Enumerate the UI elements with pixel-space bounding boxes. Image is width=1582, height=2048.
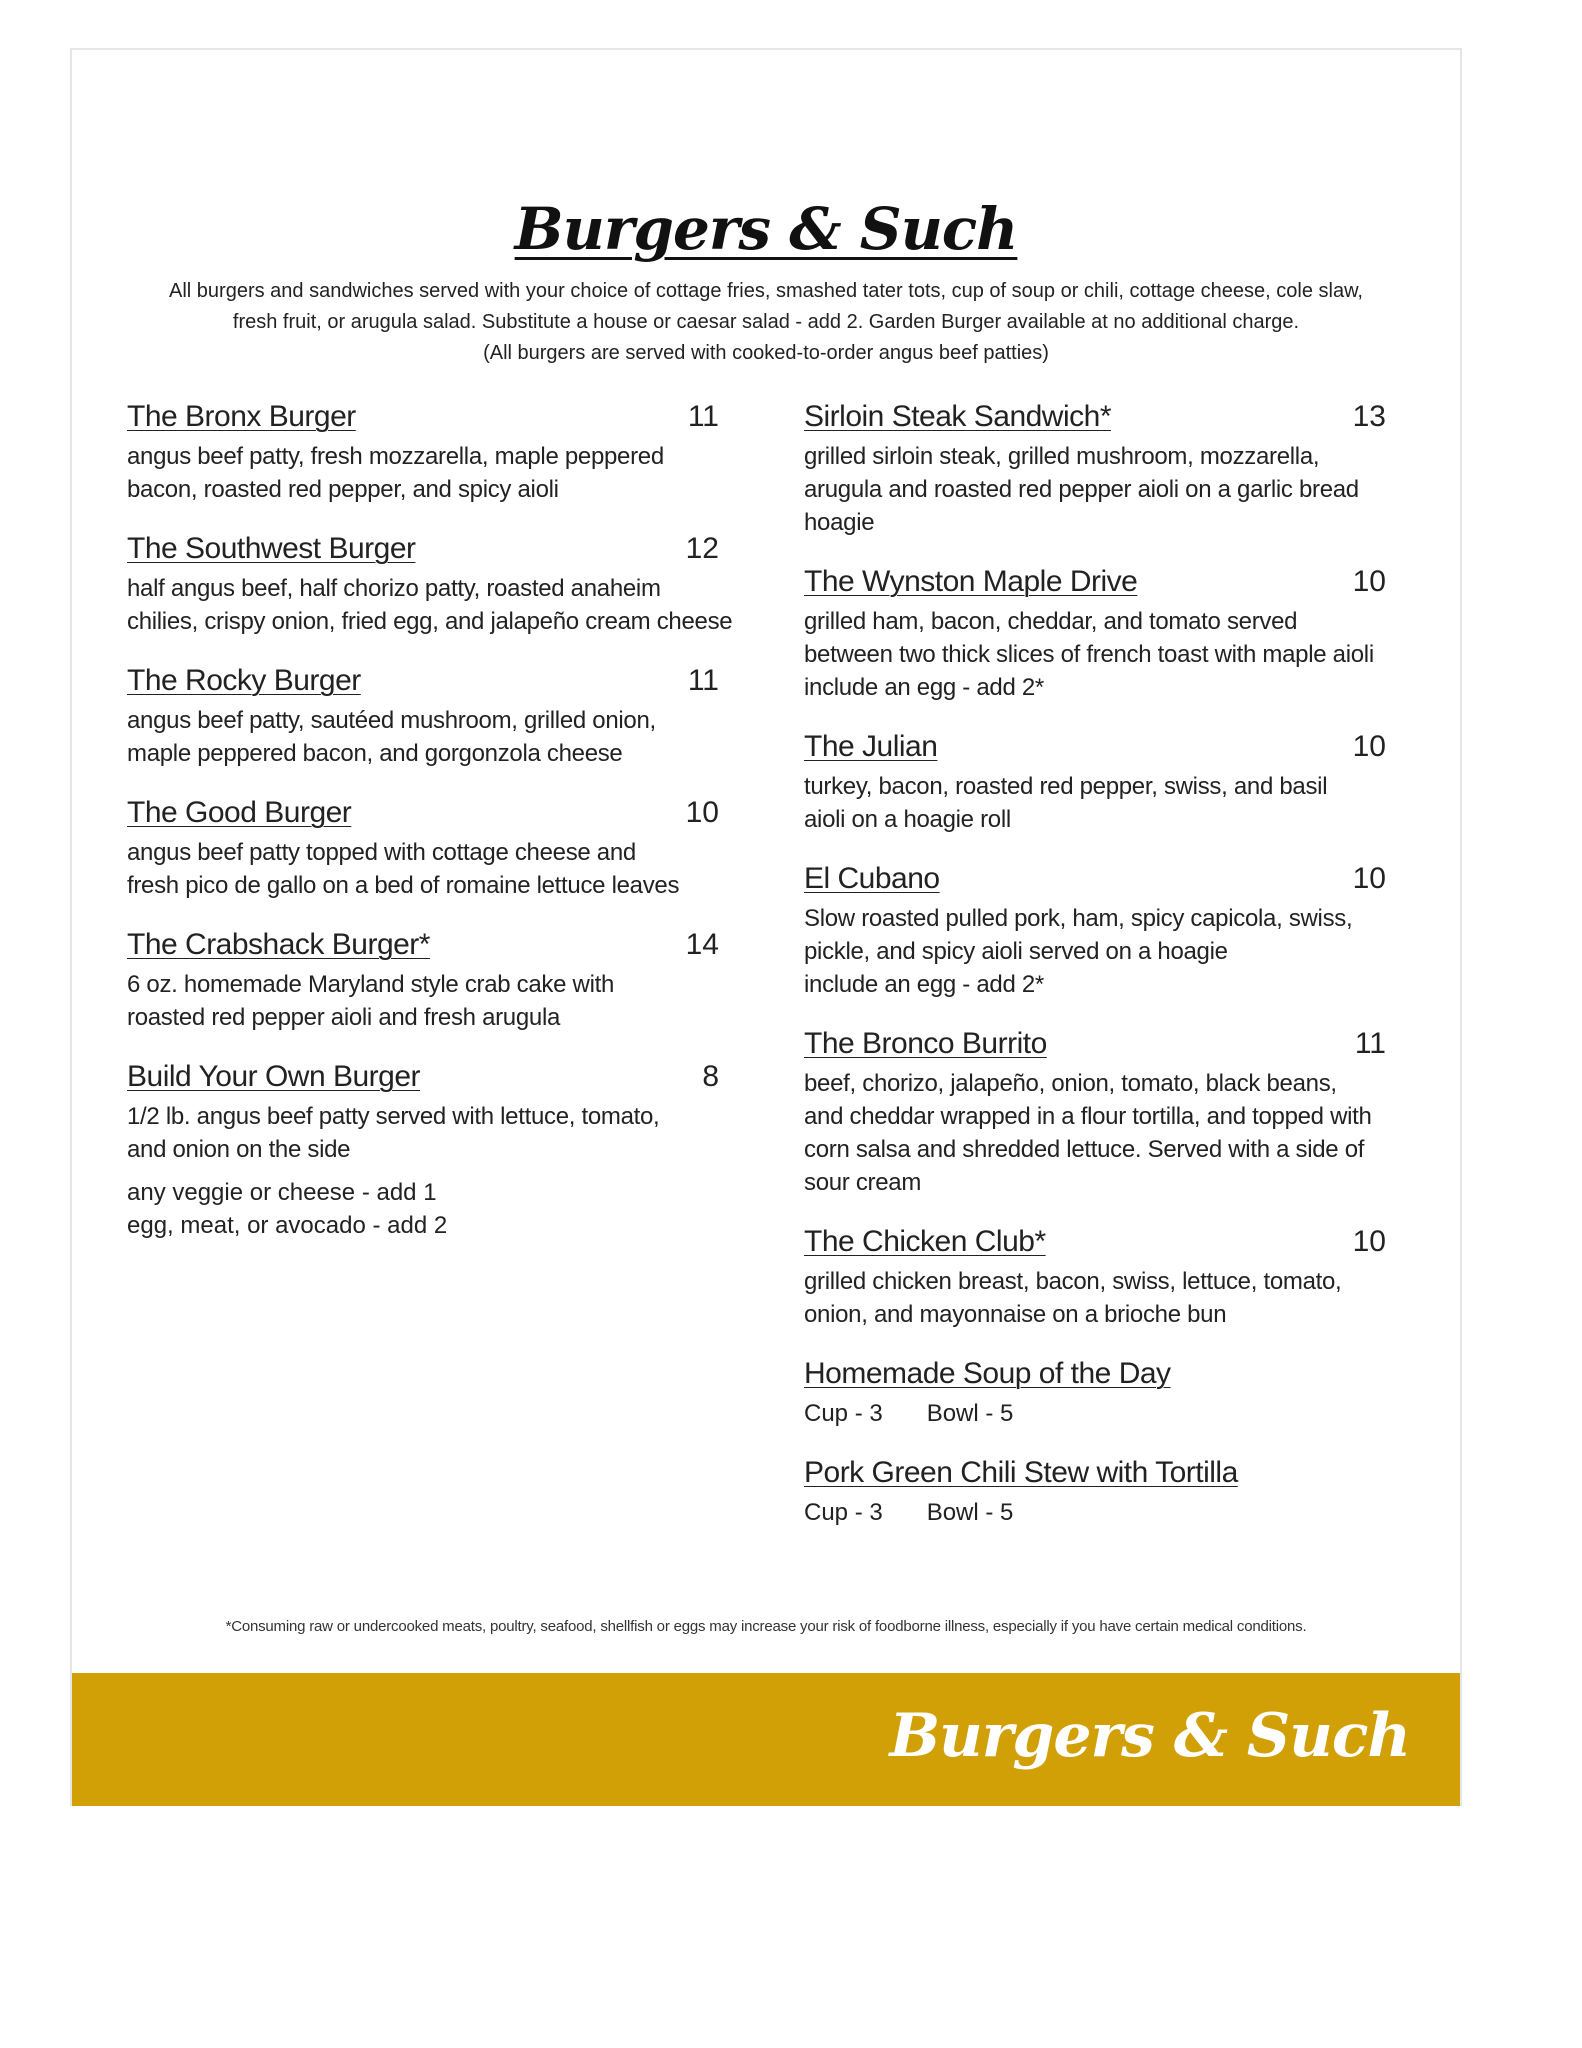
menu-item	[804, 1027, 1386, 1199]
soup-item	[804, 1456, 1386, 1529]
menu-page	[70, 48, 1462, 1806]
item-description: angus beef patty topped with cottage cheese and fresh pico de gallo on a bed of romaine lettuce leaves	[127, 839, 680, 899]
soup-item	[804, 1357, 1386, 1430]
item-name: Homemade Soup of the Day	[804, 1357, 1171, 1390]
item-description: angus beef patty, fresh mozzarella, maple peppered bacon, roasted red pepper, and spicy aioli	[127, 443, 664, 503]
item-description: angus beef patty, sautéed mushroom, grilled onion, maple peppered bacon, and gorgonzola cheese	[127, 707, 656, 767]
item-sizes: Cup - 3 Bowl - 5	[804, 1499, 1014, 1526]
item-name: Build Your Own Burger	[127, 1060, 421, 1093]
item-description: grilled chicken breast, bacon, swiss, lettuce, tomato, onion, and mayonnaise on a brioche bun	[804, 1268, 1342, 1328]
menu-item	[127, 796, 719, 902]
item-name: The Good Burger	[127, 796, 352, 829]
menu-item	[127, 664, 719, 770]
item-description: grilled sirloin steak, grilled mushroom, mozzarella, arugula and roasted red pepper aioli on a garlic bread hoagie	[804, 443, 1359, 536]
item-price: 12	[685, 532, 719, 565]
menu-item	[804, 565, 1386, 704]
item-name: El Cubano	[804, 862, 940, 895]
item-price: 11	[687, 664, 719, 697]
item-name: The Southwest Burger	[127, 532, 416, 565]
footer-logo: Burgers & Such	[889, 1701, 1410, 1771]
item-price: 10	[1352, 1225, 1386, 1258]
item-name: The Bronx Burger	[127, 400, 356, 433]
menu-item	[804, 862, 1386, 1001]
item-price: 14	[685, 928, 719, 961]
intro-line: fresh fruit, or arugula salad. Substitute a house or caesar salad - add 2. Garden Burger available at no additional charge.	[232, 311, 1300, 333]
item-name: The Chicken Club*	[804, 1225, 1046, 1258]
intro-line: (All burgers are served with cooked-to-order angus beef patties)	[483, 342, 1049, 364]
item-name: The Julian	[804, 730, 938, 763]
item-price: 10	[1352, 565, 1386, 598]
item-description: half angus beef, half chorizo patty, roasted anaheim chilies, crispy onion, fried egg, and jalapeño cream cheese	[127, 575, 733, 635]
item-description: 1/2 lb. angus beef patty served with lettuce, tomato, and onion on the side	[127, 1103, 660, 1163]
menu-item	[127, 928, 719, 1034]
item-price: 11	[1354, 1027, 1386, 1060]
item-sizes: Cup - 3 Bowl - 5	[804, 1400, 1014, 1427]
menu-item	[127, 1060, 719, 1242]
right-column	[804, 400, 1386, 1555]
item-description: 6 oz. homemade Maryland style crab cake with roasted red pepper aioli and fresh arugula	[127, 971, 615, 1031]
item-price: 10	[1352, 730, 1386, 763]
menu-item	[804, 400, 1386, 539]
item-name: The Rocky Burger	[127, 664, 361, 697]
left-column	[127, 400, 733, 1268]
menu-item	[127, 400, 719, 506]
footer-band	[72, 1673, 1460, 1806]
item-description: turkey, bacon, roasted red pepper, swiss, and basil aioli on a hoagie roll	[804, 773, 1328, 833]
menu-item	[804, 1225, 1386, 1331]
item-description: Slow roasted pulled pork, ham, spicy capicola, swiss, pickle, and spicy aioli served on a hoagie include an egg - add 2*	[804, 905, 1353, 998]
item-extras: any veggie or cheese - add 1 egg, meat, or avocado - add 2	[127, 1179, 448, 1239]
menu-item	[804, 730, 1386, 836]
menu-item	[127, 532, 733, 638]
intro-line: All burgers and sandwiches served with your choice of cottage fries, smashed tater tots, cup of soup or chili, cottage cheese, cole slaw,	[169, 280, 1363, 302]
item-price: 10	[1352, 862, 1386, 895]
item-price: 10	[685, 796, 719, 829]
item-price: 11	[687, 400, 719, 433]
item-name: The Wynston Maple Drive	[804, 565, 1138, 598]
item-description: beef, chorizo, jalapeño, onion, tomato, black beans, and cheddar wrapped in a flour tortilla, and topped with corn salsa and shredded lettuce. Served with a side of sour cream	[804, 1070, 1372, 1196]
item-price: 13	[1352, 400, 1386, 433]
item-name: The Bronco Burrito	[804, 1027, 1047, 1060]
menu-title: Burgers & Such	[514, 195, 1018, 263]
disclaimer: *Consuming raw or undercooked meats, poultry, seafood, shellfish or eggs may increase your risk of foodborne illness, especially if you have certain medical conditions.	[225, 1618, 1307, 1635]
item-name: Pork Green Chili Stew with Tortilla	[804, 1456, 1238, 1489]
item-price: 8	[702, 1060, 719, 1093]
item-description: grilled ham, bacon, cheddar, and tomato served between two thick slices of french toast with maple aioli include an egg - add 2*	[804, 608, 1374, 701]
item-name: The Crabshack Burger*	[127, 928, 430, 961]
menu-intro	[152, 276, 1380, 369]
item-name: Sirloin Steak Sandwich*	[804, 400, 1112, 433]
